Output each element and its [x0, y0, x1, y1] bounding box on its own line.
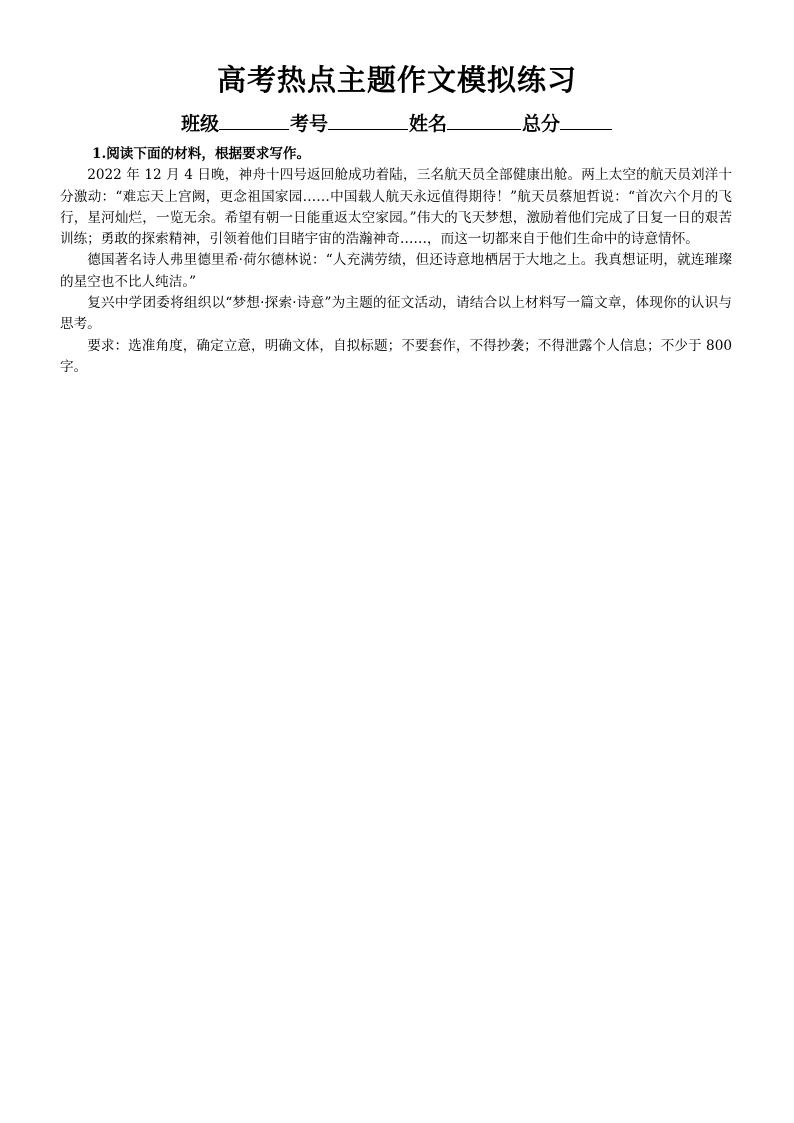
question-content: [60, 144, 732, 378]
class-label: 班级: [180, 113, 219, 135]
exam-number-blank: [328, 111, 408, 130]
exam-number-label: 考号: [289, 113, 328, 135]
name-blank: [447, 111, 521, 130]
material-paragraph-3: 复兴中学团委将组织以“梦想·探索·诗意”为主题的征文活动，请结合以上材料写一篇文章，体现你的认识与思考。: [60, 295, 732, 333]
name-field: [409, 111, 522, 137]
material-paragraph-2: 德国著名诗人弗里德里希·荷尔德林说：“人充满劳绩，但还诗意地栖居于大地之上。我真想证明，就连璀璨的星空也不比人纯洁。”: [60, 252, 732, 290]
worksheet-title: 高考热点主题作文模拟练习: [216, 63, 577, 97]
score-blank: [560, 111, 612, 130]
exam-number-field: [290, 111, 409, 137]
score-field: [522, 111, 613, 137]
class-field: [181, 111, 290, 137]
score-label: 总分: [522, 113, 561, 135]
student-info-line: [0, 111, 794, 137]
name-label: 姓名: [409, 113, 448, 135]
class-blank: [219, 111, 289, 130]
requirements-paragraph: 要求：选准角度，确定立意，明确文体，自拟标题；不要套作，不得抄袭；不得泄露个人信息；不少于 800 字。: [60, 337, 732, 375]
material-paragraph-1: 2022 年 12 月 4 日晚，神舟十四号返回舱成功着陆，三名航天员全部健康出舱。两上太空的航天员刘洋十分激动：“难忘天上宫阙，更念祖国家园……中国载人航天永远值得期待！”航天员蔡旭哲说：“首次六个月的飞行，星河灿烂，一览无余。希望有朝一日能重返太空家园。”伟大的飞天梦想，激励着他们完成了日复一日的艰苦训练；勇敢的探索精神，引领着他们目睹宇宙的浩瀚神奇……，而这一切都来自于他们生命中的诗意情怀。: [60, 167, 732, 248]
question-prompt: 1.阅读下面的材料，根据要求写作。: [92, 146, 311, 162]
